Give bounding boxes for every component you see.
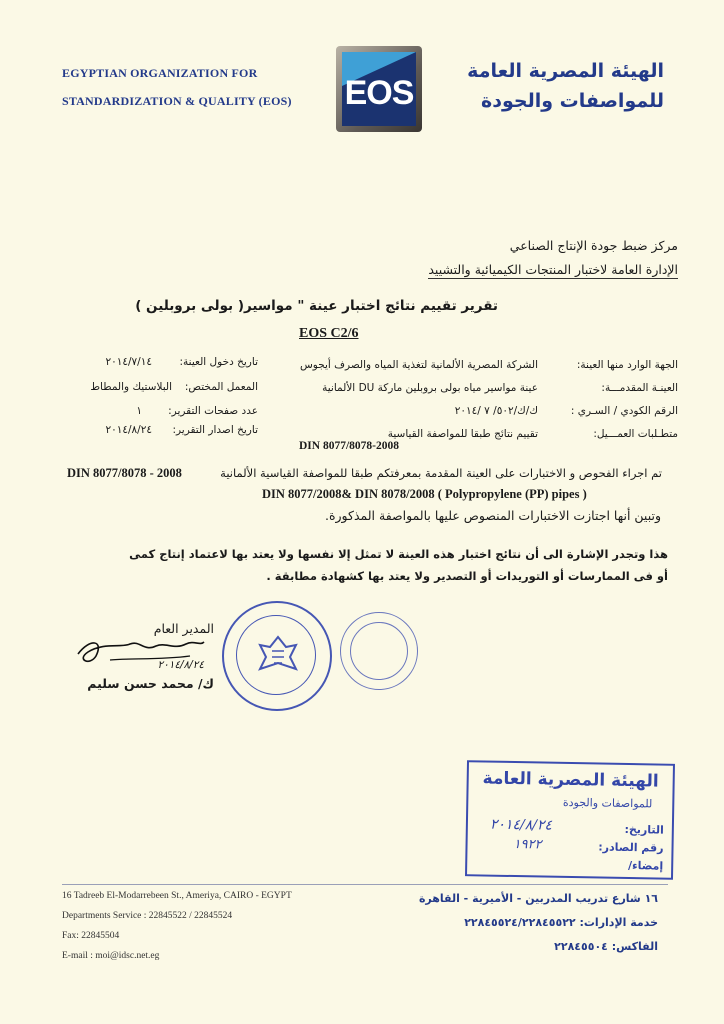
center-name: مركز ضبط جودة الإنتاج الصناعي [509,238,678,253]
organization-stamp [465,760,675,880]
stamp-line1: الهيئة المصرية العامة [482,768,659,792]
field-code-label: الرقم الكودي / السـري : [570,405,678,417]
round-seal [222,601,332,711]
field-requirements-value: تقييم نتائج طبقا للمواصفة القياسية [387,428,538,440]
footer-service-ar: خدمة الإدارات: ٢٢٨٤٥٥٢٤/٢٢٨٤٥٥٢٢ [464,916,658,929]
field-requirements-standard: DIN 8077/8078-2008 [299,440,399,452]
body-paragraph-1: تم اجراء الفحوص و الاختبارات على العينة المقدمة بمعرفتكم طبقا للمواصفة القياسية الألمانية [220,466,662,480]
field-issue-value: ٢٠١٤/٨/٢٤ [105,424,152,436]
field-entry-value: ٢٠١٤/٧/١٤ [105,356,152,368]
signature-date: ٢٠١٤/٨/٢٤ [157,659,204,671]
field-entry-label: تاريخ دخول العينة: [179,356,258,368]
body-paragraph-3-line1: هذا وتجدر الإشارة الى أن نتائج اختبار هذه العينة لا تمثل إلا نفسها ولا يعتد بها لاعتماد إنتاج كمى [129,547,668,561]
field-issue-label: تاريخ اصدار التقرير: [172,424,258,436]
field-source-label: الجهة الوارد منها العينة: [576,359,678,371]
logo-text: EOS [344,74,414,112]
field-source-value: الشركة المصرية الألمانية لتغذية المياه والصرف أيجوس [299,359,538,371]
org-name-en-line2: STANDARDIZATION & QUALITY (EOS) [62,94,292,108]
footer-fax-en: Fax: 22845504 [62,931,120,941]
footer-address-en: 16 Tadreeb El-Modarrebeen St., Ameriya, CAIRO - EGYPT [62,891,292,901]
field-lab-label: المعمل المختص: [184,381,258,393]
department-name: الإدارة العامة لاختبار المنتجات الكيميائية والتشييد [428,262,678,277]
org-name-ar-line1: الهيئة المصرية العامة [467,60,664,82]
body-paragraph-1-standard: DIN 8077/8078 - 2008 [67,466,182,480]
stamp-ref-label: رقم الصادر: [598,840,664,855]
eos-logo [336,46,422,132]
org-name-ar-line2: للمواصفات والجودة [481,90,664,112]
stamp-sign-label: إمضاء/ [627,859,664,873]
field-sample-label: العينـة المقدمـــة: [601,382,678,394]
footer-divider [62,884,668,885]
body-paragraph-2: وتبين أنها اجتازت الاختبارات المنصوص عليها بالمواصفة المذكورة. [324,508,661,523]
signature-title: المدير العام [153,621,214,636]
field-sample-value: عينة مواسير مياه بولى بروبلين ماركة DU الألمانية [322,382,538,394]
footer-email-en: E-mail : moi@idsc.net.eg [62,951,160,961]
signature-name: ك/ محمد حسن سليم [87,676,214,691]
footer-service-en: Departments Service : 22845522 / 22845524 [62,911,233,921]
footer-fax-ar: الفاكس: ٢٢٨٤٥٥٠٤ [554,940,658,953]
embossed-seal [340,612,418,690]
stamp-date-value: ٢٠١٤/٨/٢٤ [489,816,553,834]
field-requirements-label: متطـلبات العمـــيل: [593,428,678,440]
body-paragraph-3-line2: أو فى الممارسات أو التوريدات أو التصدير ولا يعتد بها كشهادة مطابقة . [266,569,668,583]
stamp-ref-value: ١٩٢٢ [513,837,542,853]
report-title: تقرير تقييم نتائج اختبار عينة " مواسير( بولى بروبلين ) [135,298,498,314]
field-lab-value: البلاستيك والمطاط [90,381,172,393]
stamp-line2: للمواصفات والجودة [562,795,653,811]
footer-address-ar: ١٦ شارع تدريب المدربين - الأميرية - القاهرة [418,892,658,905]
field-pages-value: ١ [136,405,142,417]
field-code-value: ك/ك/٥٠٢/ ٧ /٢٠١٤ [454,405,538,417]
eagle-emblem-icon [256,633,300,677]
stamp-date-label: التاريخ: [624,822,664,837]
field-pages-label: عدد صفحات التقرير: [168,405,258,417]
report-code: EOS C2/6 [299,326,359,341]
org-name-en-line1: EGYPTIAN ORGANIZATION FOR [62,66,258,80]
body-paragraph-1-line2: DIN 8077/2008& DIN 8078/2008 ( Polypropylene (PP) pipes ) [262,487,587,501]
